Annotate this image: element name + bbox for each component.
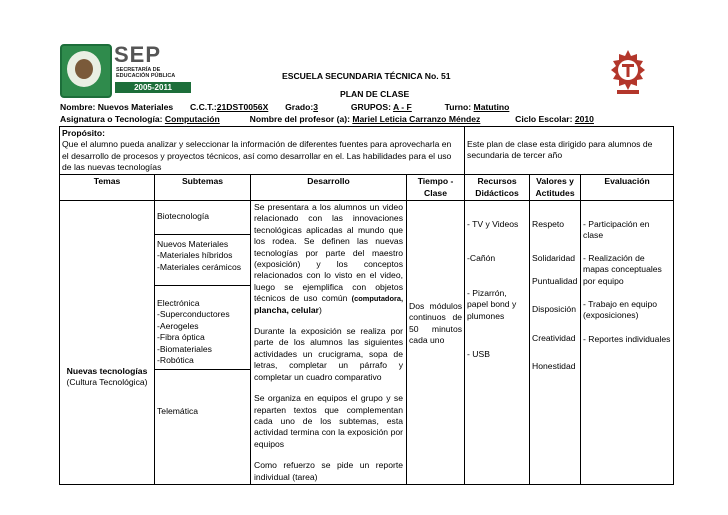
cct-value: 21DST0056X	[216, 102, 269, 112]
subtema-label: -Robótica	[157, 355, 194, 366]
groups-value: A - F	[393, 102, 412, 112]
subject-value: Computación	[164, 114, 220, 124]
plan-title: PLAN DE CLASE	[340, 89, 410, 99]
desarrollo-cell	[251, 201, 407, 485]
column-header-row	[60, 175, 674, 201]
purpose-note-line: Este plan de clase esta dirigido para alumnos de	[467, 139, 653, 149]
purpose-line: de las nuevas tecnologías	[62, 161, 162, 172]
sep-logo-subtitle: SECRETARÍA DE EDUCACIÓN PÚBLICA	[116, 67, 176, 79]
shift-value: Matutino	[473, 102, 510, 112]
evaluacion-item: - Participación en clase	[583, 219, 650, 241]
subtema-label: Biotecnología	[157, 211, 210, 221]
mexico-seal-icon	[60, 44, 110, 96]
header-valores: Valores y Actitudes	[530, 175, 581, 201]
valor-item: Honestidad	[532, 361, 576, 372]
desarrollo-paragraph: Se organiza en equipos el grupo y se reparten textos que complementan cada uno de los subtemas, esta actividad termina con la exposición por equipos	[254, 393, 403, 449]
desarrollo-text: )	[318, 304, 322, 315]
subtema-label: -Materiales híbridos	[157, 250, 233, 261]
header-temas: Temas	[60, 175, 155, 201]
grade-label: Grado:	[285, 102, 314, 112]
valor-item: Disposición	[532, 304, 576, 315]
recurso-item: - Pizarrón, papel bond y plumones	[467, 287, 517, 321]
valor-item: Puntualidad	[532, 275, 578, 286]
sep-logo-text: SEP	[114, 42, 162, 67]
evaluacion-item: - Trabajo en equipo (exposiciones)	[583, 299, 658, 321]
header-desarrollo: Desarrollo	[251, 175, 407, 201]
tema-main: Nuevas tecnologías	[66, 365, 148, 376]
desarrollo-bold: (computadora,	[351, 294, 403, 304]
header-tiempo: Tiempo - Clase	[407, 175, 465, 201]
info-line-1	[60, 102, 509, 112]
school-name: ESCUELA SECUNDARIA TÉCNICA No. 51	[282, 71, 451, 81]
info-line-2	[60, 114, 594, 124]
desarrollo-paragraph: Como refuerzo se pide un reporte individual (tarea)	[254, 460, 403, 482]
subject-label: Asignatura o Tecnología:	[60, 114, 163, 124]
recurso-item: - TV y Videos	[467, 219, 519, 229]
valor-item: Creatividad	[532, 332, 576, 343]
desarrollo-bold: plancha, celular	[254, 304, 319, 315]
purpose-row	[60, 127, 674, 175]
teacher-label: Nombre del profesor (a):	[249, 114, 350, 124]
purpose-line: el desarrollo de procesos y proyectos técnicos, así como desarrollar en el. Las habilidades para el uso	[62, 150, 452, 161]
subtema-label: -Aerogeles	[157, 320, 199, 331]
content-row	[60, 201, 674, 485]
cct-label: C.C.T.:	[189, 102, 217, 112]
purpose-cell	[60, 127, 465, 175]
subtema-label: Electrónica	[157, 298, 200, 308]
evaluacion-item: - Reportes individuales	[583, 333, 671, 344]
valor-item: Respeto	[532, 219, 565, 229]
subtema-label: -Materiales cerámicos	[157, 261, 242, 272]
subtema-nuevos-materiales	[155, 235, 250, 286]
header-subtemas: Subtemas	[155, 175, 251, 201]
subtema-label: -Fibra óptica	[157, 332, 205, 343]
subtema-biotecnologia	[155, 201, 250, 235]
sep-logo	[60, 44, 192, 96]
evaluacion-item: - Realización de mapas conceptuales por equipo	[583, 252, 662, 286]
purpose-title: Propósito:	[62, 128, 105, 138]
course-name: Nombre: Nuevos Materiales	[60, 102, 174, 112]
subtema-telematica	[155, 370, 250, 417]
tema-sub: (Cultura Tecnológica)	[66, 376, 148, 387]
recurso-item: -Cañón	[467, 253, 496, 264]
lesson-plan-table	[59, 126, 674, 485]
subtema-label: Telemática	[157, 406, 199, 416]
recurso-item: - USB	[467, 349, 490, 360]
teacher-value: Mariel Leticia Carranzo Méndez	[352, 114, 481, 124]
school-gear-logo-icon	[607, 48, 649, 96]
subtema-label: -Biomateriales	[157, 343, 212, 354]
desarrollo-paragraph	[254, 202, 403, 316]
school-year-value: 2010	[574, 114, 594, 124]
tema-cell	[60, 201, 155, 485]
grade-value: 3	[313, 102, 319, 112]
school-year-label: Ciclo Escolar:	[515, 114, 573, 124]
valores-cell	[530, 201, 581, 485]
header-recursos: Recursos Didácticos	[465, 175, 530, 201]
evaluacion-cell	[581, 201, 674, 485]
desarrollo-text: Se presentara a los alumnos un video relacionado con las innovaciones tecnológicas aplicadas al mundo que los rodea. Se definen las nuevas tecnologías por parte del maestro (exposición) y los conceptos relacionados con lo visto en el video, luego se ejemplifica con objetos técnicos de uso común	[254, 202, 403, 304]
shift-label: Turno:	[444, 102, 472, 112]
header-evaluacion: Evaluación	[581, 175, 674, 201]
recursos-cell	[465, 201, 530, 485]
subtema-label: Nuevos Materiales	[157, 239, 229, 249]
desarrollo-paragraph: Durante la exposición se realiza por parte de los alumnos las siguientes actividades un crucigrama, sopa de letras, completar un párrafo y completar un cuadro comparativo	[254, 326, 403, 382]
sep-logo-years: 2005-2011	[115, 82, 191, 93]
subtema-label: -Superconductores	[157, 309, 230, 320]
purpose-note-line: secundaria de tercer año	[467, 150, 563, 161]
subtemas-cell	[155, 201, 251, 485]
groups-label: GRUPOS:	[350, 102, 391, 112]
valor-item: Solidaridad	[532, 253, 576, 264]
purpose-note-cell	[465, 127, 674, 175]
tiempo-cell: Dos módulos continuos de 50 minutos cada uno	[407, 201, 465, 485]
purpose-line: Que el alumno pueda analizar y seleccionar la información de diferentes fuentes para aprovecharla en	[62, 139, 452, 150]
subtema-electronica	[155, 286, 250, 370]
